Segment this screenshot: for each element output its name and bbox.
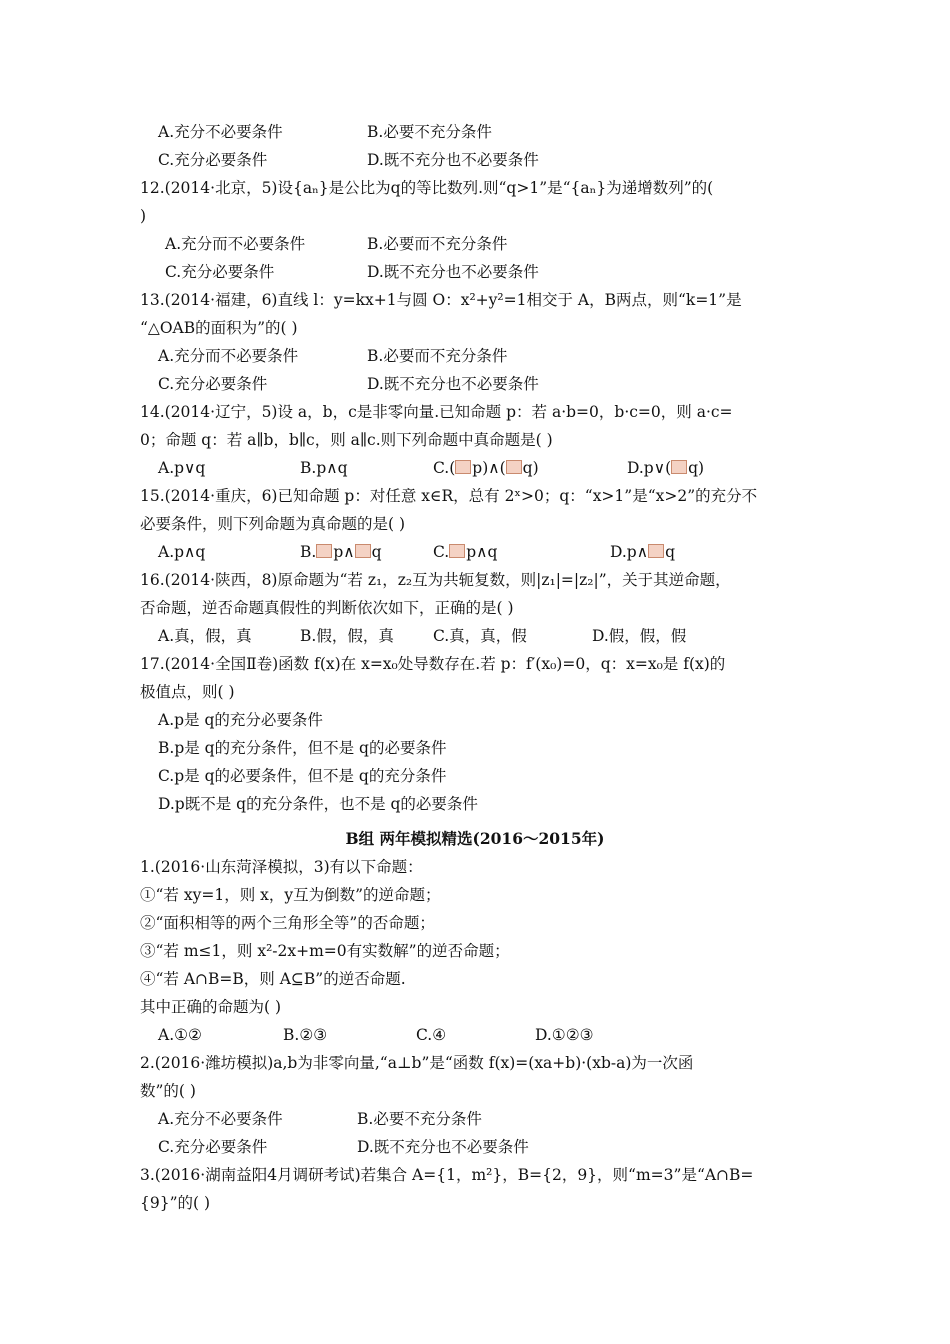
text-line-b1a: ①“若 xy=1，则 x，y互为倒数”的逆命题； — [140, 886, 441, 904]
text-line-l2: B.必要不充分条件 — [367, 123, 492, 141]
text-line-l28: A.充分不必要条件 — [158, 1110, 283, 1128]
text-line-q15b: 必要条件，则下列命题为真命题的是( ) — [140, 515, 406, 533]
text-line-l1: A.充分不必要条件 — [158, 123, 283, 141]
text-line-l27: D.①②③ — [535, 1026, 594, 1044]
text-line-l26: C.④ — [416, 1026, 447, 1044]
text-line-l30: C.充分必要条件 — [158, 1138, 268, 1156]
text-line-l24: A.①② — [158, 1026, 202, 1044]
negation-image-icon — [648, 544, 664, 558]
text-line-l7: C.充分必要条件 — [165, 263, 275, 281]
text-line-l14: B.p∧q — [300, 459, 348, 477]
text-line-l8: D.既不充分也不必要条件 — [367, 263, 539, 281]
negation-image-icon — [671, 460, 687, 474]
text-line-l13: A.p∨q — [158, 459, 206, 477]
text-line-q16b: 否命题，逆否命题真假性的判断依次如下，正确的是( ) — [140, 599, 514, 617]
text-line-l21: B.p是 q的充分条件，但不是 q的必要条件 — [158, 739, 447, 757]
q15-option-d: D.p∧ q — [610, 543, 676, 561]
text-line-l10: B.必要而不充分条件 — [367, 347, 508, 365]
text-line-l20: A.p是 q的充分必要条件 — [158, 711, 323, 729]
text-line-b1: 1.(2016·山东菏泽模拟，3)有以下命题： — [140, 858, 423, 876]
text-line-l18: C.真，真，假 — [433, 627, 527, 645]
text-line-l6: B.必要而不充分条件 — [367, 235, 508, 253]
text-line-l11: C.充分必要条件 — [158, 375, 268, 393]
text-line-b1b: ②“面积相等的两个三角形全等”的否命题； — [140, 914, 435, 932]
q14-option-c: C.( p)∧( q) — [433, 459, 539, 477]
text-line-b1d: ④“若 A∩B=B，则 A⊆B”的逆否命题. — [140, 970, 406, 988]
text-line-q16a: 16.(2014·陕西，8)原命题为“若 z₁，z₂互为共轭复数，则|z₁|=|z₂|”，关于其逆命题， — [140, 571, 731, 589]
text-line-b2a: 2.(2016·潍坊模拟)a,b为非零向量,“a⊥b”是“函数 f(x)=(xa+b)·(xb-a)为一次函 — [140, 1054, 694, 1072]
text-line-q13a: 13.(2014·福建，6)直线 l：y=kx+1与圆 O：x²+y²=1相交于 A，B两点，则“k=1”是 — [140, 291, 742, 309]
text-line-l16: A.真，假，真 — [158, 627, 252, 645]
text-line-l4: D.既不充分也不必要条件 — [367, 151, 539, 169]
text-line-q13b: “△OAB的面积为”的( ) — [140, 319, 298, 337]
text-line-l29: B.必要不充分条件 — [357, 1110, 482, 1128]
text-line-q14b: 0；命题 q：若 a∥b，b∥c，则 a∥c.则下列命题中真命题是( ) — [140, 431, 553, 449]
text-line-q14a: 14.(2014·辽宁，5)设 a，b，c是非零向量.已知命题 p：若 a·b=0，b·c=0，则 a·c= — [140, 403, 733, 421]
text-line-l5: A.充分而不必要条件 — [165, 235, 306, 253]
text-line-b1c: ③“若 m≤1，则 x²-2x+m=0有实数解”的逆否命题； — [140, 942, 510, 960]
text-line-q15a: 15.(2014·重庆，6)已知命题 p：对任意 x∈R，总有 2ˣ>0；q：“x>1”是“x>2”的充分不 — [140, 487, 758, 505]
text-line-l31: D.既不充分也不必要条件 — [357, 1138, 529, 1156]
text-line-l3: C.充分必要条件 — [158, 151, 268, 169]
text-line-b2b: 数”的( ) — [140, 1082, 196, 1100]
text-line-q17b: 极值点，则( ) — [140, 683, 235, 701]
negation-image-icon — [316, 544, 332, 558]
negation-image-icon — [506, 460, 522, 474]
text-line-l23: D.p既不是 q的充分条件，也不是 q的必要条件 — [158, 795, 478, 813]
q15-option-c: C. p∧q — [433, 543, 498, 561]
text-line-l22: C.p是 q的必要条件，但不是 q的充分条件 — [158, 767, 447, 785]
text-line-l9: A.充分而不必要条件 — [158, 347, 299, 365]
section-header: B组 两年模拟精选(2016～2015年) — [345, 829, 605, 848]
text-line-q12a: 12.(2014·北京，5)设{aₙ}是公比为q的等比数列.则“q>1”是“{aₙ}为递增数列”的( — [140, 179, 714, 197]
q15-option-b: B. p∧ q — [300, 543, 382, 561]
negation-image-icon — [449, 544, 465, 558]
negation-image-icon — [355, 544, 371, 558]
negation-image-icon — [455, 460, 471, 474]
text-line-l15: A.p∧q — [158, 543, 206, 561]
text-line-q17a: 17.(2014·全国Ⅱ卷)函数 f(x)在 x=x₀处导数存在.若 p：f′(x₀)=0，q：x=x₀是 f(x)的 — [140, 655, 726, 673]
text-line-b3a: 3.(2016·湖南益阳4月调研考试)若集合 A={1，m²}，B={2，9}，则“m=3”是“A∩B= — [140, 1166, 754, 1184]
text-line-b3b: {9}”的( ) — [140, 1194, 211, 1212]
text-line-q12b: ) — [140, 207, 147, 225]
text-line-b1e: 其中正确的命题为( ) — [140, 998, 282, 1016]
q14-option-d: D.p∨( q) — [627, 459, 705, 477]
text-line-l25: B.②③ — [283, 1026, 328, 1044]
text-line-l19: D.假，假，假 — [592, 627, 687, 645]
text-line-l12: D.既不充分也不必要条件 — [367, 375, 539, 393]
text-line-l17: B.假，假，真 — [300, 627, 394, 645]
